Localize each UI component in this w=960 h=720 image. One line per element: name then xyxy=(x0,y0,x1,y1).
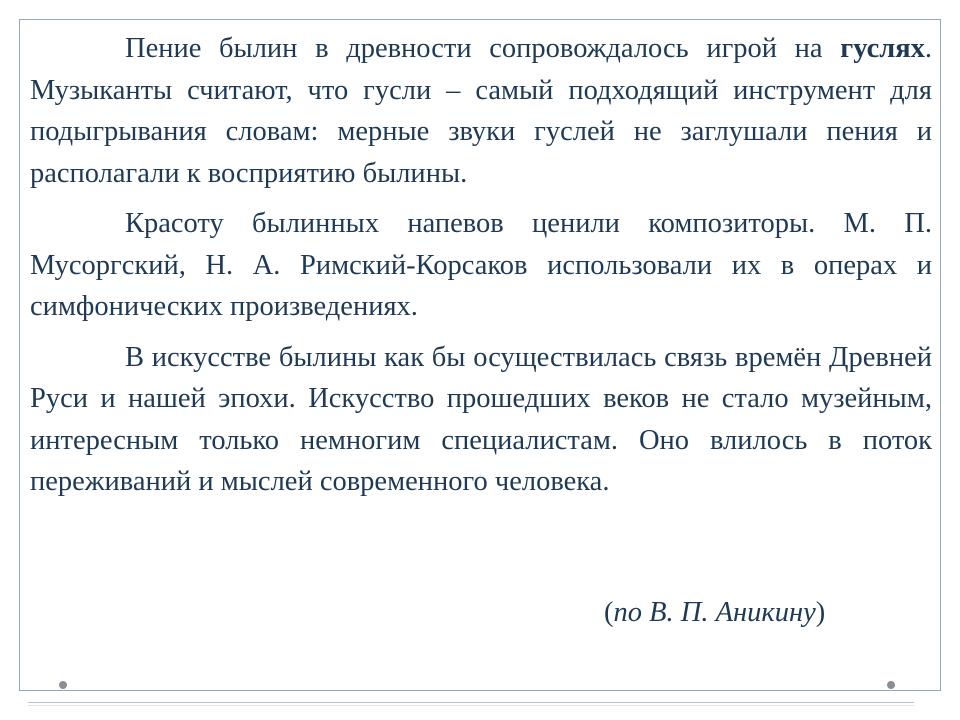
attribution-open-paren: ( xyxy=(604,597,614,628)
paragraph-2: Красоту былинных напевов ценили композиторы. М. П. Мусоргский, Н. А. Римский-Корсаков использовали их в операх и симфонических произведениях. xyxy=(30,208,932,322)
paragraph-1-start: Пение былин в древности сопровождалось игрой на xyxy=(125,33,841,64)
highlighted-word: гуслях xyxy=(840,33,925,64)
document-body xyxy=(30,28,932,512)
decorative-dot-left xyxy=(59,681,67,689)
attribution-close-paren: ) xyxy=(815,597,826,628)
decorative-dot-right xyxy=(887,681,895,689)
bottom-divider-light xyxy=(28,705,914,706)
paragraph-1-end: . Музыканты считают, что гусли – самый подходящий инструмент для подыгрывания словам: мерные звуки гуслей не заглушали пения и располагали к восприятию былины. xyxy=(30,33,932,189)
paragraph-1 xyxy=(30,28,932,194)
attribution-text: по В. П. Аникину xyxy=(613,597,816,628)
paragraph-3: В искусстве былины как бы осуществилась связь времён Древней Руси и нашей эпохи. Искусство прошедших веков не стало музейным, интересным только немногим специалистам. Оно влилось в поток переживаний и мыслей современного человека. xyxy=(30,341,932,497)
bottom-divider xyxy=(28,702,914,703)
attribution xyxy=(604,592,825,634)
